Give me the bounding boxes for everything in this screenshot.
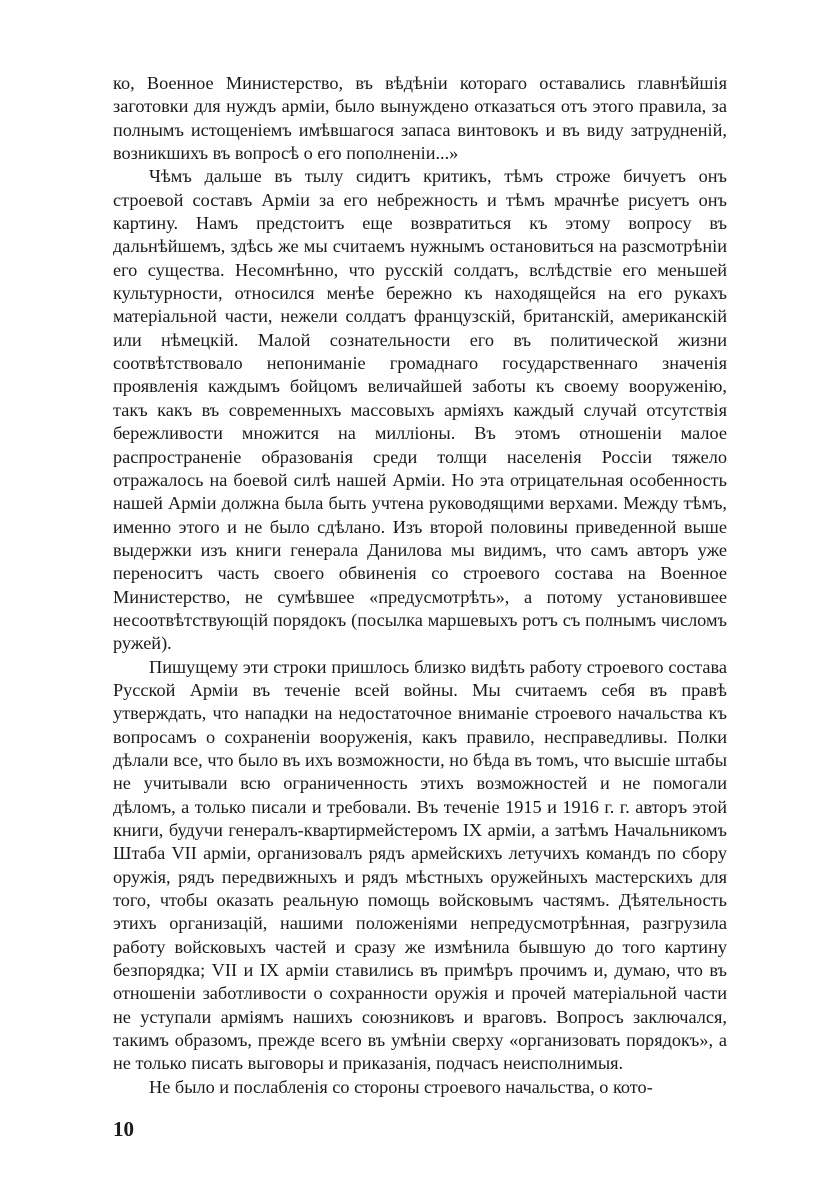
body-text [113,72,727,1099]
paragraph-author-experience: Пишущему эти строки пришлось близко видѣть работу строевого состава Русской Арміи въ теченіе всей войны. Мы считаемъ себя въ правѣ утверждать, что нападки на недостаточное вниманіе строевого начальства къ вопросамъ о сохраненіи вооруженія, какъ правило, несправедливы. Полки дѣлали все, что было въ ихъ возможности, но бѣда въ томъ, что высшіе штабы не учитывали всю ограниченность этихъ возможностей и не помогали дѣломъ, а только писали и требовали. Въ теченіе 1915 и 1916 г. г. авторъ этой книги, будучи генералъ-квартирмейстеромъ IX арміи, а затѣмъ Начальникомъ Штаба VII арміи, организовалъ рядъ армейскихъ летучихъ командъ по сбору оружія, рядъ передвижныхъ и рядъ мѣстныхъ оружейныхъ мастерскихъ для того, чтобы оказать реальную помощь войсковымъ частямъ. Дѣятельность этихъ организацій, нашими положеніями непредусмотрѣнная, разгрузила работу войсковыхъ частей и сразу же измѣнила бывшую до того картину безпорядка; VII и IX арміи ставились въ примѣръ прочимъ и, думаю, что въ отношеніи заботливости о сохранности оружія и прочей матеріальной части не уступали арміямъ нашихъ союзниковъ и враговъ. Вопросъ заключался, такимъ образомъ, прежде всего въ умѣніи сверху «организовать порядокъ», а не только писать выговоры и приказанія, подчасъ неисполнимыя. [113,656,727,1074]
paragraph-critic: Чѣмъ дальше въ тылу сидитъ критикъ, тѣмъ строже бичуетъ онъ строевой составъ Арміи за его небрежность и тѣмъ мрачнѣе рисуетъ онъ картину. Намъ предстоитъ еще возвратиться къ этому вопросу въ дальнѣйшемъ, здѣсь же мы считаемъ нужнымъ остановиться на разсмотрѣніи его существа. Несомнѣнно, что русскій солдатъ, вслѣдствіе его меньшей культурности, относился менѣе бережно къ находящейся на его рукахъ матеріальной части, нежели солдатъ французскій, британскій, американскій или нѣмецкій. Малой сознательности его въ политической жизни соотвѣтствовало непониманіе громаднаго государственнаго значенія проявленія каждымъ бойцомъ величайшей заботы къ своему вооруженію, такъ какъ въ современныхъ массовыхъ арміяхъ каждый случай отсутствія бережливости множится на милліоны. Въ этомъ отношеніи малое распространеніе образованія среди толщи населенія Россіи тяжело отражалось на боевой силѣ нашей Арміи. Но эта отрицательная особенность нашей Арміи должна была быть учтена руководящими верхами. Между тѣмъ, именно этого и не было сдѣлано. Изъ второй половины приведенной выше выдержки изъ книги генерала Данилова мы видимъ, что самъ авторъ уже переноситъ часть своего обвиненія со строевого состава на Военное Министерство, не сумѣвшее «предусмотрѣть», а потому установившее несоотвѣтствующій порядокъ (посылка маршевыхъ ротъ съ полнымъ числомъ ружей). [113,166,727,654]
paragraph-final-line: Не было и послабленія со стороны строевого начальства, о кото- [149,1076,653,1097]
paragraph-continued: ко, Военное Министерство, въ вѣдѣніи котораго оставались главнѣйшія заготовки для нуждъ арміи, было вынуждено отказаться отъ этого правила, за полнымъ истощеніемъ имѣвшагося запаса винтовокъ и въ виду затрудненій, возникшихъ въ вопросѣ о его пополненіи...» [113,73,727,164]
page-number: 10 [113,1117,134,1141]
